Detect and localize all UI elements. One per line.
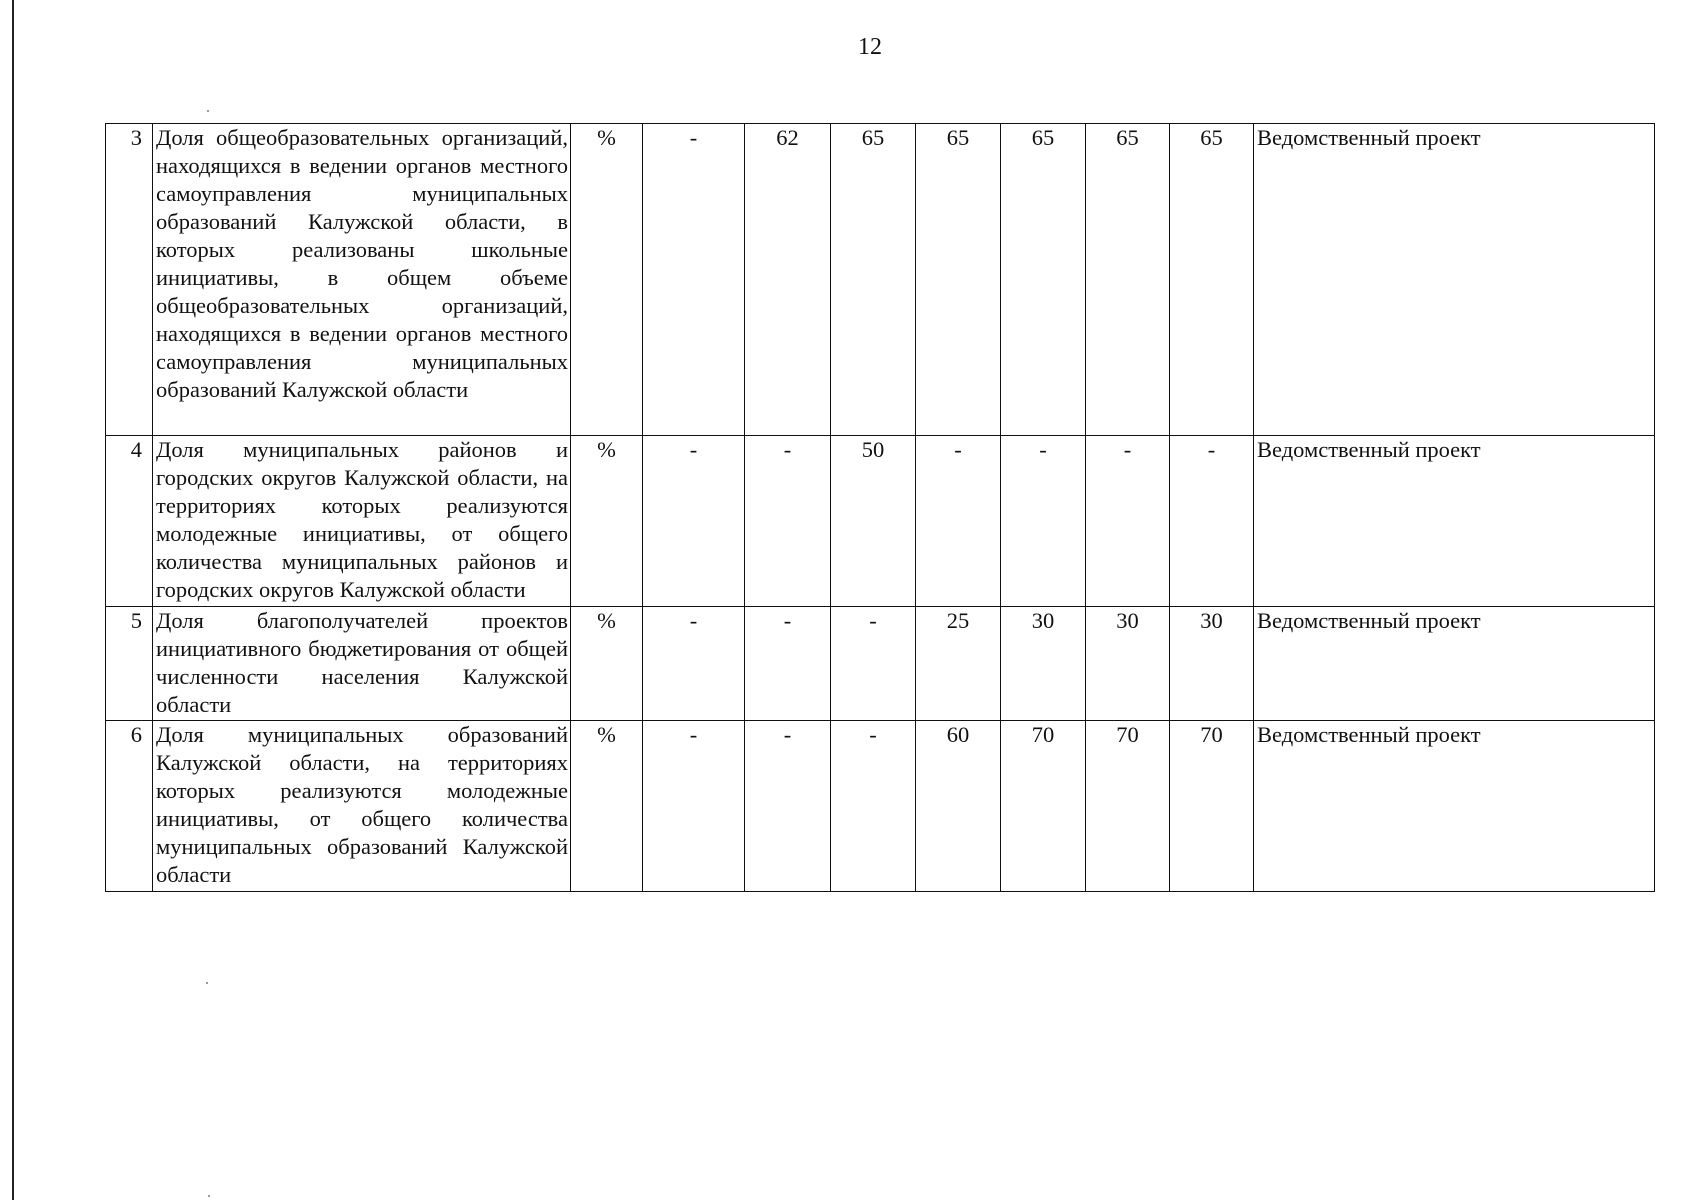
unit-cell: % — [571, 436, 643, 607]
scan-speck — [206, 982, 208, 984]
scan-speck — [208, 1195, 210, 1197]
unit-cell: % — [571, 124, 643, 436]
table-row — [106, 721, 1655, 892]
value-cell: - — [831, 721, 916, 892]
value-cell: - — [643, 124, 745, 436]
value-cell: 62 — [745, 124, 831, 436]
table-row — [106, 607, 1655, 721]
table-row — [106, 436, 1655, 607]
source-cell: Ведомственный проект — [1254, 436, 1655, 607]
source-cell: Ведомственный проект — [1254, 607, 1655, 721]
unit-cell: % — [571, 721, 643, 892]
source-cell: Ведомственный проект — [1254, 721, 1655, 892]
value-cell: 70 — [1001, 721, 1086, 892]
value-cell: 70 — [1086, 721, 1170, 892]
row-index: 5 — [106, 607, 153, 721]
value-cell: 65 — [1001, 124, 1086, 436]
indicator-name: Доля общеобразовательных организаций, находящихся в ведении органов местного самоуправления муниципальных образований Калужской области, в которых реализованы школьные инициативы, в общем объеме общеобразовательных организаций, находящихся в ведении органов местного самоуправления муниципальных образований Калужской области — [153, 124, 571, 436]
value-cell: 65 — [1170, 124, 1254, 436]
row-index: 4 — [106, 436, 153, 607]
value-cell: - — [745, 607, 831, 721]
value-cell: 60 — [916, 721, 1001, 892]
value-cell: 70 — [1170, 721, 1254, 892]
indicator-name: Доля муниципальных образований Калужской области, на территориях которых реализуются молодежные инициативы, от общего количества муниципальных образований Калужской области — [153, 721, 571, 892]
value-cell: - — [1001, 436, 1086, 607]
value-cell: - — [916, 436, 1001, 607]
row-index: 6 — [106, 721, 153, 892]
indicator-name: Доля муниципальных районов и городских округов Калужской области, на территориях которых реализуются молодежные инициативы, от общего количества муниципальных районов и городских округов Калужской области — [153, 436, 571, 607]
row-index: 3 — [106, 124, 153, 436]
table-row — [106, 124, 1655, 436]
value-cell: - — [643, 721, 745, 892]
value-cell: - — [643, 607, 745, 721]
value-cell: 65 — [831, 124, 916, 436]
page-number: 12 — [858, 34, 882, 60]
value-cell: - — [1170, 436, 1254, 607]
scan-speck — [207, 110, 209, 112]
value-cell: 65 — [1086, 124, 1170, 436]
source-cell: Ведомственный проект — [1254, 124, 1655, 436]
value-cell: 30 — [1086, 607, 1170, 721]
value-cell: 30 — [1001, 607, 1086, 721]
unit-cell: % — [571, 607, 643, 721]
value-cell: 65 — [916, 124, 1001, 436]
value-cell: - — [643, 436, 745, 607]
indicator-name: Доля благополучателей проектов инициативного бюджетирования от общей численности населения Калужской области — [153, 607, 571, 721]
value-cell: 25 — [916, 607, 1001, 721]
value-cell: 50 — [831, 436, 916, 607]
indicators-table — [105, 123, 1655, 892]
value-cell: 30 — [1170, 607, 1254, 721]
value-cell: - — [745, 721, 831, 892]
value-cell: - — [745, 436, 831, 607]
value-cell: - — [1086, 436, 1170, 607]
left-margin-rule — [12, 0, 14, 1200]
value-cell: - — [831, 607, 916, 721]
